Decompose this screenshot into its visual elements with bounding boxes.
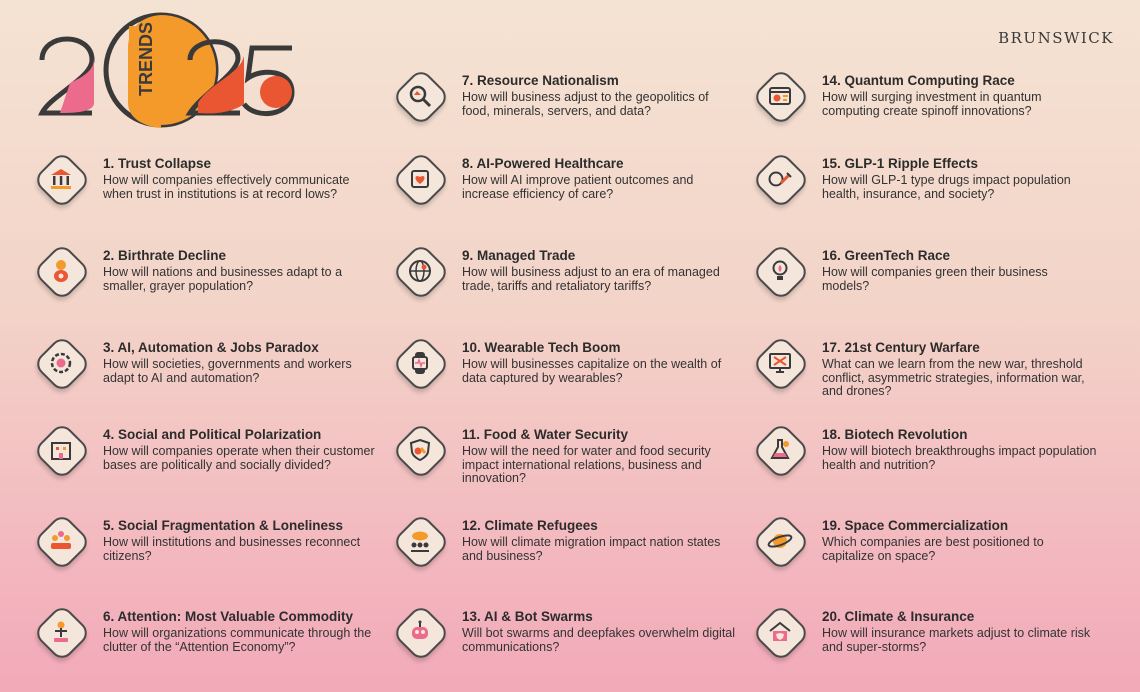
trend-text (462, 72, 737, 118)
trend-badge (396, 155, 444, 203)
trend-badge (37, 426, 85, 474)
trend-item (396, 155, 736, 225)
trend-text (103, 339, 378, 385)
trend-question: How will climate migration impact nation states and business? (462, 535, 721, 563)
trophy-icon (48, 619, 74, 645)
trend-question: How will surging investment in quantum computing create spinoff innovations? (822, 90, 1042, 118)
trend-badge (396, 517, 444, 565)
trend-text (103, 608, 378, 654)
trend-text (462, 247, 737, 293)
trend-question: How will businesses capitalize on the wealth of data captured by wearables? (462, 357, 722, 385)
building-icon (48, 437, 74, 463)
trend-badge (756, 517, 804, 565)
trend-badge (37, 517, 85, 565)
trend-text (103, 247, 378, 293)
institution-icon (48, 166, 74, 192)
trend-title: 4. Social and Political Polarization (103, 427, 322, 442)
trend-badge (396, 247, 444, 295)
trend-item (756, 608, 1096, 678)
trend-question: How will companies effectively communicate when trust in institutions is at record lows? (103, 173, 350, 201)
trend-title: 18. Biotech Revolution (822, 427, 968, 442)
baby-icon (48, 258, 74, 284)
trend-item (37, 426, 377, 496)
syringe-icon (767, 166, 793, 192)
trend-item (396, 339, 736, 409)
trend-question: What can we learn from the new war, threshold conflict, asymmetric strategies, information war, and drones? (822, 357, 1085, 399)
trend-item (396, 517, 736, 587)
magnifier-icon (407, 83, 433, 109)
trend-item (37, 339, 377, 409)
trend-badge (756, 608, 804, 656)
trend-question: How will insurance markets adjust to climate risk and super-storms? (822, 626, 1091, 654)
trend-item (37, 155, 377, 225)
trend-text (822, 155, 1097, 201)
trend-item (396, 608, 736, 678)
trend-question: How will nations and businesses adapt to a smaller, grayer population? (103, 265, 343, 293)
trend-question: How will companies operate when their customer bases are politically and socially divided? (103, 444, 375, 472)
trend-badge (756, 247, 804, 295)
trend-title: 6. Attention: Most Valuable Commodity (103, 609, 354, 624)
trend-title: 15. GLP-1 Ripple Effects (822, 156, 979, 171)
trend-text (462, 426, 737, 486)
trend-text (462, 155, 737, 201)
trend-title: 20. Climate & Insurance (822, 609, 975, 624)
trend-item (396, 247, 736, 317)
trend-question: How will the need for water and food security impact international relations, business and innovation? (462, 444, 711, 486)
trend-item (756, 247, 1096, 317)
trend-item (37, 247, 377, 317)
trend-item (37, 517, 377, 587)
logo-word: TRENDS (136, 21, 156, 96)
trend-badge (756, 426, 804, 474)
trends-2025-logo (30, 8, 300, 138)
trend-badge (396, 426, 444, 474)
people-icon (48, 528, 74, 554)
globe-icon (407, 258, 433, 284)
trend-question: How will AI improve patient outcomes and increase efficiency of care? (462, 173, 694, 201)
trend-title: 19. Space Commercialization (822, 518, 1009, 533)
trend-title: 16. GreenTech Race (822, 248, 951, 263)
trend-question: Which companies are best positioned to capitalize on space? (822, 535, 1044, 563)
trend-title: 8. AI-Powered Healthcare (462, 156, 624, 171)
trend-text (822, 339, 1097, 399)
trend-badge (756, 155, 804, 203)
trend-text (462, 339, 737, 385)
trend-question: How will societies, governments and workers adapt to AI and automation? (103, 357, 352, 385)
trend-question: How will biotech breakthroughs impact population health and nutrition? (822, 444, 1097, 472)
lightbulb-icon (767, 258, 793, 284)
house-shield-icon (767, 619, 793, 645)
robot-icon (407, 619, 433, 645)
trend-text (103, 155, 378, 201)
trend-badge (37, 339, 85, 387)
trend-badge (37, 155, 85, 203)
trend-item (756, 339, 1096, 409)
trend-title: 2. Birthrate Decline (103, 248, 227, 263)
trend-item (756, 517, 1096, 587)
trend-question: How will GLP-1 type drugs impact population health, insurance, and society? (822, 173, 1071, 201)
trend-title: 13. AI & Bot Swarms (462, 609, 593, 624)
trend-question: How will organizations communicate through the clutter of the “Attention Economy”? (103, 626, 372, 654)
trend-text (103, 517, 378, 563)
chip-heart-icon (407, 166, 433, 192)
trend-item (396, 72, 736, 142)
trend-text (822, 517, 1097, 563)
trend-title: 12. Climate Refugees (462, 518, 598, 533)
trend-item (756, 426, 1096, 496)
trend-badge (396, 608, 444, 656)
trend-title: 9. Managed Trade (462, 248, 576, 263)
trend-title: 7. Resource Nationalism (462, 73, 619, 88)
trend-title: 14. Quantum Computing Race (822, 73, 1015, 88)
trend-badge (37, 247, 85, 295)
trend-title: 3. AI, Automation & Jobs Paradox (103, 340, 319, 355)
trend-question: How will business adjust to an era of managed trade, tariffs and retaliatory tariffs? (462, 265, 720, 293)
trend-title: 17. 21st Century Warfare (822, 340, 980, 355)
trend-question: How will companies green their business models? (822, 265, 1048, 293)
trend-badge (756, 72, 804, 120)
gear-icon (48, 350, 74, 376)
trend-text (822, 72, 1097, 118)
browser-gear-icon (767, 83, 793, 109)
trend-text (462, 517, 737, 563)
trend-title: 5. Social Fragmentation & Loneliness (103, 518, 344, 533)
trend-title: 10. Wearable Tech Boom (462, 340, 621, 355)
trend-question: Will bot swarms and deepfakes overwhelm digital communications? (462, 626, 736, 654)
trend-badge (396, 339, 444, 387)
trend-item (37, 608, 377, 678)
trend-item (396, 426, 736, 496)
flask-icon (767, 437, 793, 463)
monitor-icon (767, 350, 793, 376)
cloud-people-icon (407, 528, 433, 554)
trend-badge (396, 72, 444, 120)
trend-text (822, 608, 1097, 654)
trend-text (103, 426, 378, 472)
trend-badge (37, 608, 85, 656)
trend-title: 11. Food & Water Security (462, 427, 629, 442)
trend-badge (756, 339, 804, 387)
trend-text (462, 608, 737, 654)
trend-text (822, 247, 1097, 293)
trend-question: How will business adjust to the geopolitics of food, minerals, servers, and data? (462, 90, 709, 118)
planet-icon (767, 528, 793, 554)
trend-question: How will institutions and businesses reconnect citizens? (103, 535, 361, 563)
trend-item (756, 72, 1096, 142)
smartwatch-icon (407, 350, 433, 376)
trend-text (822, 426, 1097, 472)
trend-item (756, 155, 1096, 225)
shield-food-icon (407, 437, 433, 463)
brand-logo: BRUNSWICK (998, 29, 1114, 47)
trend-title: 1. Trust Collapse (103, 156, 212, 171)
